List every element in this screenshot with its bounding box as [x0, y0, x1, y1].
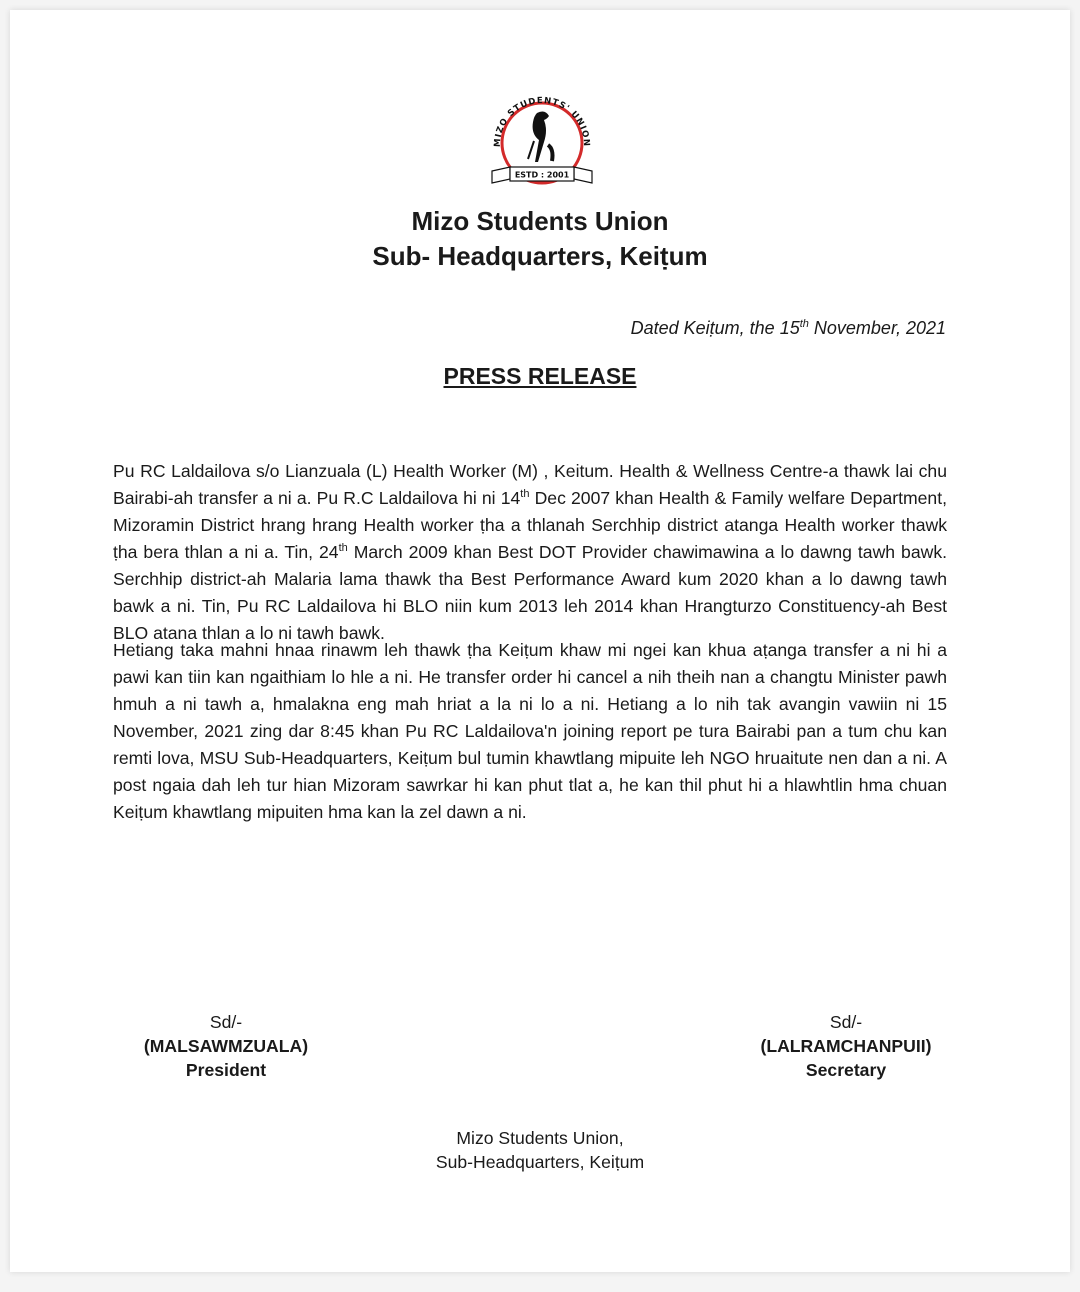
paragraph-1-part-1: Pu RC Laldailova s/o Lianzuala (L) Health Worker (M) , Keitum. Health & Wellness Centre-a thawk lai chu Bairabi-ah transfer a ni a. Pu R.C Laldailova hi ni 14: [113, 461, 947, 508]
press-release-page: [10, 10, 1070, 1272]
footer-line-1: Mizo Students Union,: [456, 1128, 624, 1148]
signatory-role: President: [185, 1060, 267, 1080]
ordinal-sup-2: th: [338, 542, 348, 555]
signature-sd: Sd/-: [829, 1012, 863, 1032]
date-suffix: November, 2021: [808, 318, 946, 338]
msu-seal-logo: [482, 83, 602, 203]
org-subtitle: Sub- Headquarters, Keiṭum: [372, 241, 708, 271]
paragraph-1: [113, 458, 947, 647]
date-prefix: Dated Keiṭum, the 15: [630, 318, 800, 338]
svg-text:ESTD : 2001: ESTD : 2001: [514, 170, 570, 180]
svg-text:MIZO STUDENTS' UNION: MIZO STUDENTS' UNION: [492, 95, 592, 148]
signatory-name: (LALRAMCHANPUII): [760, 1036, 932, 1056]
paragraph-2: Hetiang taka mahni hnaa rinawm leh thawk ṭha Keiṭum khaw mi ngei kan khua aṭanga transfer a ni hi a pawi kan tiin kan ngaithiam lo hle a ni. He transfer order hi cancel a nih theih nan a changtu Minister pawh hmuh a ni tawh a, hmalakna eng mah hriat a la ni lo a ni. Hetiang a lo nih tak avangin vawiin ni 15 November, 2021 zing dar 8:45 khan Pu RC Laldailova'n joining report pe tura Bairabi pan a tum chu kan remti lova, MSU Sub-Headquarters, Keiṭum bul tumin khawtlang mipuite leh NGO hruaitute nen dan a ni. A post ngaia dah leh tur hian Mizoram sawrkar hi kan phut tlat a, he kan thil phut hi a hlawhtlin hma chuan Keiṭum khawtlang mipuiten hma kan la zel dawn a ni.: [113, 640, 947, 822]
date-line: [631, 318, 946, 339]
ordinal-sup-1: th: [520, 488, 530, 501]
signatory-name: (MALSAWMZUALA): [143, 1036, 309, 1056]
signatory-role: Secretary: [805, 1060, 887, 1080]
paragraph-1-part-2: Dec 2007 khan Health & Family welfare Department, Mizoramin District hrang hrang Health worker ṭha a thlanah Serchhip district atanga Health worker thawk ṭha bera thlan a ni a. Tin, 24: [113, 488, 947, 562]
signature-sd: Sd/-: [209, 1012, 243, 1032]
org-name: Mizo Students Union: [411, 206, 669, 236]
footer-line-2: Sub-Headquarters, Keiṭum: [435, 1152, 645, 1172]
signature-president: [126, 1010, 326, 1082]
document-title: PRESS RELEASE: [443, 363, 637, 389]
signature-secretary: [746, 1010, 946, 1082]
footer-address: [10, 1126, 1070, 1174]
paragraph-1-part-3: March 2009 khan Best DOT Provider chawimawina a lo dawng tawh bawk. Serchhip district-ah Malaria lama thawk tha Best Performance Award kum 2020 khan a lo dawng tawh bawk a ni. Tin, Pu RC Laldailova hi BLO niin kum 2013 leh 2014 khan Hrangturzo Constituency-ah Best BLO atana thlan a lo ni tawh bawk.: [113, 542, 947, 643]
date-ordinal: th: [799, 318, 809, 330]
